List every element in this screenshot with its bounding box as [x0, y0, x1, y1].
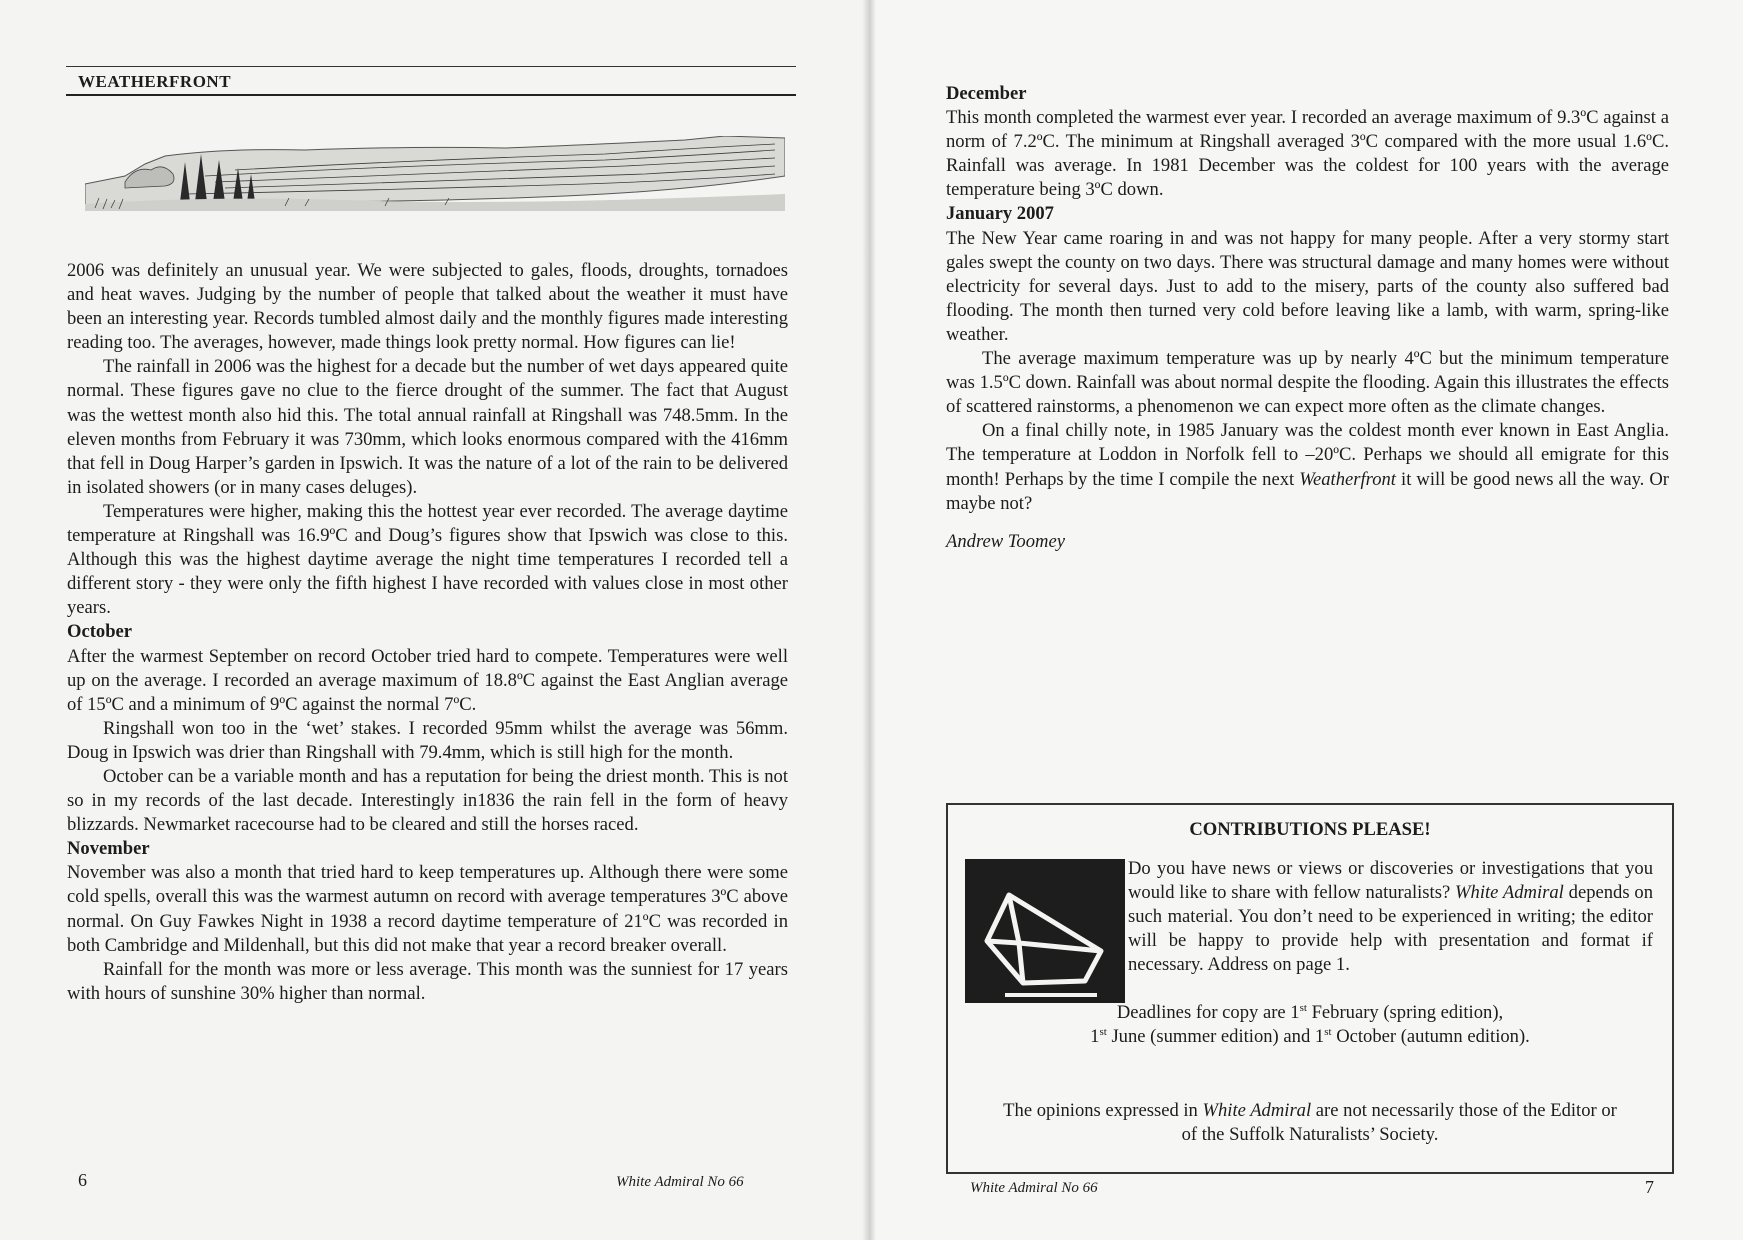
deadline-line-2: [948, 1025, 1672, 1049]
closing-paragraph: [946, 419, 1669, 515]
left-column: [67, 259, 788, 1006]
intro-paragraph-3: Temperatures were higher, making this the hottest year ever recorded. The average daytime temperature at Ringshall was 16.9ºC and Doug’s figures show that Ipswich was close to this. Although this was the highest daytime average the night time temperatures I recorded tell a different story - they were only the fifth highest I have recorded with values close in most other years.: [67, 500, 788, 619]
deadline-2-ordinal-b: st: [1324, 1026, 1332, 1038]
october-paragraph-1: After the warmest September on record October tried hard to compete. Temperatures were well up on the average. I recorded an average maximum of 18.8ºC against the East Anglian average of 15ºC and a minimum of 9ºC against the normal 7ºC.: [67, 645, 788, 715]
december-heading: December: [946, 83, 1027, 104]
january-heading: January 2007: [946, 203, 1054, 225]
opinion-line-2: of the Suffolk Naturalists’ Society.: [1181, 1124, 1439, 1145]
intro-paragraph-2: The rainfall in 2006 was the highest for a decade but the number of wet days appeared quite normal. These figures gave no clue to the fierce drought of the summer. The fact that August was the wettest month also hid this. The total annual rainfall at Ringshall was 748.5mm. In the eleven months from February it was 730mm, which looks enormous compared with the 416mm that fell in Doug Harper’s garden in Ipswich. It was the nature of a lot of the rain to be delivered in isolated showers (or in many cases deluges).: [67, 356, 788, 498]
page-number-left: 6: [78, 1170, 87, 1190]
running-head-title: WEATHERFRONT: [78, 72, 232, 91]
contributions-text-end: depends on such material. You don’t need to be experienced in writing; the editor will be happy to provide help with presentation and format if necessary. Address on page 1.: [1128, 882, 1654, 976]
deadline-2-ordinal-a: st: [1099, 1026, 1107, 1038]
contributions-title: CONTRIBUTIONS PLEASE!: [1189, 819, 1431, 840]
white-admiral-logo-icon: [965, 859, 1125, 1003]
december-paragraph: This month completed the warmest ever year. I recorded an average maximum of 9.3ºC against a norm of 7.2ºC. The minimum at Ringshall averaged 3ºC compared with the more usual 1.6ºC. Rainfall was average. In 1981 December was the coldest for 100 years with the average temperature being 3ºC down.: [946, 107, 1669, 201]
footer-left: White Admiral No 66: [616, 1174, 744, 1190]
author-name: Andrew Toomey: [946, 530, 1065, 552]
contributions-text-start: Do you have news or views or discoveries or investigations that you would like to share with fellow naturalists?: [1128, 858, 1653, 904]
october-paragraph-3: October can be a variable month and has a reputation for being the driest month. This is not so in my records of the last decade. Interestingly in1836 the rain fell in the form of heavy blizzards. Newmarket racecourse had to be cleared and still the horses raced.: [67, 765, 788, 836]
opinion-line-1: [948, 1099, 1672, 1123]
closing-text-start: On a final chilly note, in 1985 January was the coldest month ever known in East Anglia. The temperature at Loddon in Norfolk fell to –20ºC. Perhaps we should all emigrate for this month! Perhaps by the time I compile the next: [946, 420, 1669, 490]
deadline-line-1: [948, 1001, 1672, 1025]
closing-text-end: it will be good news all the way. Or maybe not?: [946, 468, 1669, 514]
running-head: [66, 66, 796, 96]
footer-right: White Admiral No 66: [970, 1180, 1098, 1196]
contributions-italic-title: White Admiral: [1455, 882, 1564, 904]
right-column: [946, 82, 1669, 554]
opinion-italic-title: White Admiral: [1202, 1100, 1312, 1121]
deadline-2-middle: June (summer edition) and 1: [1106, 1026, 1325, 1047]
november-paragraph-2: Rainfall for the month was more or less average. This month was the sunniest for 17 years with hours of sunshine 30% higher than normal.: [67, 958, 788, 1004]
deadline-2-rest: October (autumn edition).: [1331, 1026, 1530, 1047]
deadline-1-rest: February (spring edition),: [1306, 1002, 1504, 1023]
january-paragraph-1: The New Year came roaring in and was not happy for many people. After a very stormy start gales swept the county on two days. There was structural damage and many homes were without electricity for several days. Just to add to the misery, parts of the county also suffered bad flooding. The month then turned very cold before leaving like a lamb, with warm, spring-like weather.: [946, 227, 1669, 345]
opinion-text-start: The opinions expressed in: [1003, 1100, 1203, 1121]
october-heading: October: [67, 621, 133, 643]
page-number-right: 7: [1645, 1177, 1654, 1197]
book-gutter: [862, 0, 876, 1240]
contributions-text: [1128, 857, 1653, 977]
closing-italic-title: Weatherfront: [1299, 468, 1396, 490]
january-paragraph-2: The average maximum temperature was up by nearly 4ºC but the minimum temperature was 1.5ºC down. Rainfall was about normal despite the flooding. Again this illustrates the effects of scattered rainstorms, a phenomenon we can expect more often as the climate changes.: [946, 348, 1669, 418]
landscape-sketch-illustration: [85, 136, 785, 211]
opinion-text-end: are not necessarily those of the Editor or: [1311, 1100, 1617, 1121]
deadline-1-text: Deadlines for copy are 1: [1116, 1002, 1300, 1023]
deadline-2-text: 1: [1090, 1026, 1100, 1047]
deadline-1-ordinal: st: [1299, 1002, 1307, 1014]
november-heading: November: [67, 838, 150, 860]
contributions-box: [946, 803, 1674, 1174]
october-paragraph-2: Ringshall won too in the ‘wet’ stakes. I recorded 95mm whilst the average was 56mm. Doug in Ipswich was drier than Ringshall with 79.4mm, which is still high for the month.: [67, 717, 788, 763]
intro-paragraph-1: 2006 was definitely an unusual year. We were subjected to gales, floods, droughts, tornadoes and heat waves. Judging by the number of people that talked about the weather it must have been an interesting year. Records tumbled almost daily and the monthly figures made interesting reading too. The averages, however, made things look pretty normal. How figures can lie!: [67, 260, 788, 354]
november-paragraph-1: November was also a month that tried hard to keep temperatures up. Although there were some cold spells, overall this was the warmest autumn on record with average temperatures 3ºC above normal. On Guy Fawkes Night in 1938 a record daytime temperature of 21ºC was recorded in both Cambridge and Mildenhall, but this did not make that year a record breaker overall.: [67, 862, 788, 956]
author-signature: [946, 530, 1669, 554]
